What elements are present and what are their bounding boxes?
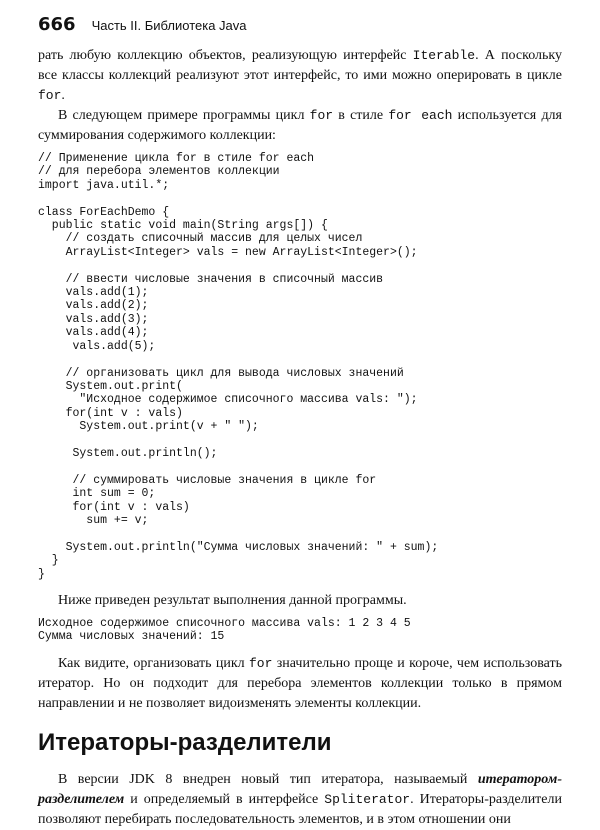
book-page [38,14,562,830]
code-listing: // Применение цикла for в стиле for each // для перебора элементов коллекции import java.util.*; class ForEachDemo { public static void main(String args[]) { // создать списочный массив для целых чисел ArrayList<Integer> vals = new ArrayList<Integer>(); // ввести числовые значения в списочный массив vals.add(1); vals.add(2); vals.add(3); vals.add(4); vals.add(5); // организовать цикл для вывода числовых значений System.out.print( "Исходное содержимое списочного массива vals: "); for(int v : vals) System.out.print(v + " "); System.out.println(); // суммировать числовые значения в цикле for int sum = 0; for(int v : vals) sum += v; System.out.println("Сумма числовых значений: " + sum); } } [38,152,439,581]
running-title: Часть II. Библиотека Java [91,18,247,33]
program-output: Исходное содержимое списочного массива vals: 1 2 3 4 5 Сумма числовых значений: 15 [38,617,411,644]
term-spliterator: итератором-разделителем [38,771,562,807]
paragraph-example-lead: В следующем примере программы цикл for в стиле for each используется для суммирования содержимого коллекции: [38,108,562,143]
inline-code-spliterator: Spliterator [324,791,411,807]
page-number: 666 [38,14,76,35]
paragraph-conclusion: Как видите, организовать цикл for значительно проще и короче, чем использовать итератор. Но он подходит для перебора элементов коллекции только в прямом направлении и не позволяет видоизменять элементы коллекции. [38,655,562,711]
paragraph-spliterator: В версии JDK 8 внедрен новый тип итератора, называемый итератором-разделителем и определяемый в интерфейсе Spliterator. Итераторы-разделители позволяют перебирать последовательность элементов, и в этом отношении они [38,771,562,827]
inline-code-for: for [309,108,334,123]
inline-code-iterable: Iterable [412,48,476,63]
inline-code-for-each: for each [388,108,453,123]
inline-code-for: for [249,655,273,671]
section-heading: Итераторы-разделители [38,728,332,756]
page-header [38,14,562,38]
inline-code-for: for [38,88,62,103]
paragraph-intro: рать любую коллекцию объектов, реализующую интерфейс Iterable. А поскольку все классы коллекций реализуют этот интерфейс, то ими можно оперировать в цикле for. [38,48,562,103]
paragraph-output-lead: Ниже приведен результат выполнения данной программы. [58,593,407,608]
